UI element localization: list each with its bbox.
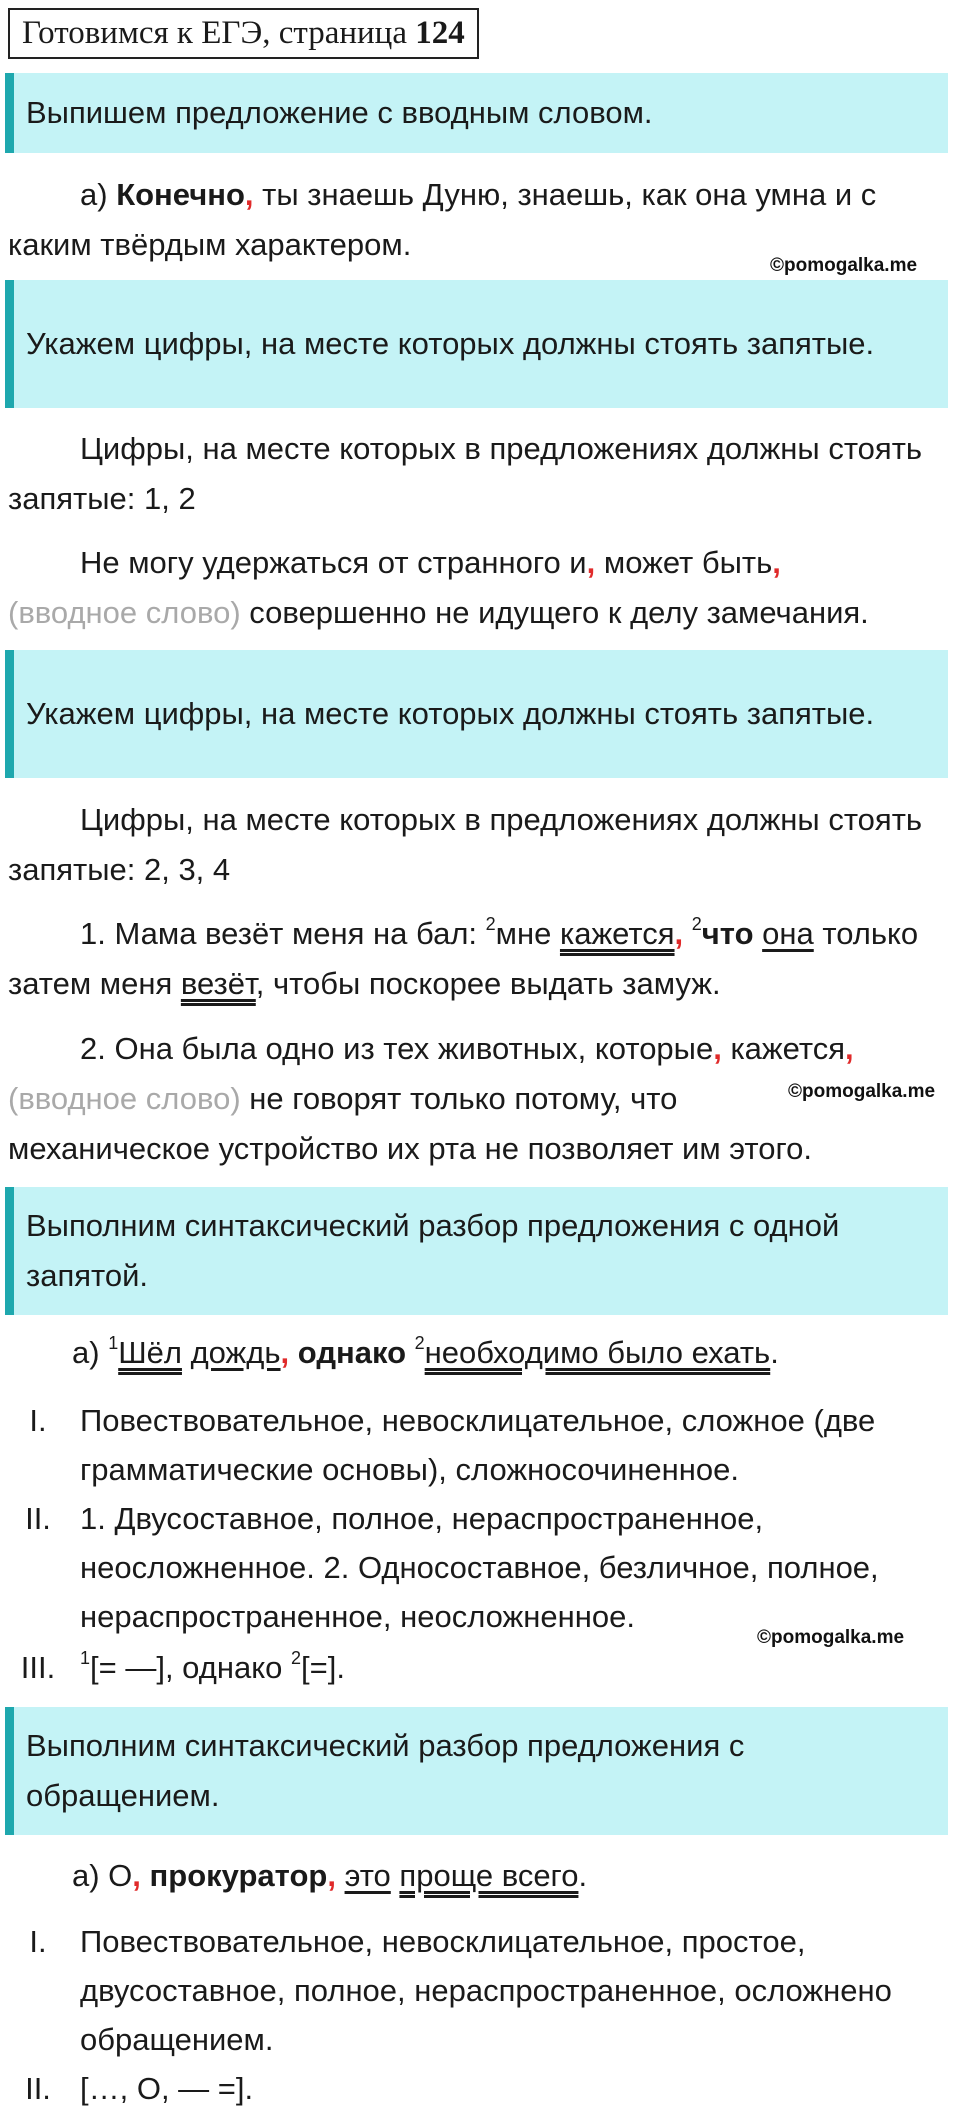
list-number: III. [20,1650,56,1685]
clause-index: 2 [691,914,702,934]
list-number: II. [25,1501,51,1536]
example-text: совершенно не идущего к делу замечания. [240,595,869,630]
item-prefix: а) О [72,1858,133,1893]
example-text: только затем меня [8,916,919,1001]
parse-sentence-1 [72,1328,952,1378]
example-text: может быть [595,545,773,580]
subject: дождь [190,1335,281,1370]
list-text: […, О, — =]. [80,2071,254,2106]
sentence-end: . [770,1335,779,1370]
example-text: 2. Она была одно из тех животных, которые [80,1031,714,1066]
list-text: Повествовательное, невосклицательное, простое, двусоставное, полное, нераспространенное, осложнено обращением. [80,1924,892,2057]
example-text [683,916,692,951]
example-text: Не могу удержаться от странного и [80,545,587,580]
task-banner-3 [5,650,948,778]
item-prefix: а) [72,1335,109,1370]
banner-text: Выполним синтаксический разбор предложения с обращением. [26,1728,745,1813]
list-item [8,1494,953,1641]
example-text: механическое устройство их рта не позволяет им этого. [8,1131,813,1166]
intro-word: Конечно [116,177,245,212]
clause-index: 2 [290,1648,301,1668]
example-1 [8,909,953,1009]
watermark: ©pomogalka.me [770,255,918,276]
list-number: II. [25,2071,51,2106]
parse-sentence-2 [72,1851,952,1901]
clause-index: 2 [485,914,496,934]
predicate: везёт [180,966,256,1001]
subject: она [762,916,814,951]
banner-text: Укажем цифры, на месте которых должны стоять запятые. [26,326,875,361]
predicate: Шёл [118,1335,182,1370]
sentence-end: . [578,1858,588,1893]
conjunction: что [701,916,754,951]
grey-note: (вводное слово) [8,595,241,630]
banner-text: Выполним синтаксический разбор предложения с одной запятой. [26,1208,840,1293]
address-word: прокуратор [149,1858,328,1893]
clause-index: 1 [80,1648,91,1668]
example-paragraph-2 [8,538,953,638]
task-banner-2 [5,280,948,408]
comma-mark: , [713,1031,722,1066]
sentence-text: ты знаешь Дуню, знаешь, как она умна и с каким твёрдым характером. [8,177,877,262]
comma-mark: , [244,177,254,212]
comma-mark: , [845,1031,854,1066]
predicate: необходимо было ехать [424,1335,771,1370]
list-text: 1. Двусоставное, полное, нераспространенное, неосложненное. 2. Односоставное, безличное, полное, нераспространенное, неосложненное. [80,1501,879,1634]
clause-index: 1 [108,1333,119,1353]
predicate: кажется [559,916,675,951]
list-number: I. [29,1403,47,1438]
item-prefix: а) [80,177,117,212]
comma-mark: , [327,1858,336,1893]
scheme-text: [=]. [300,1650,345,1685]
conjunction: однако [297,1335,407,1370]
task-banner-5 [5,1707,948,1835]
watermark: ©pomogalka.me [757,1627,905,1648]
watermark: ©pomogalka.me [788,1081,936,1102]
subject: это [344,1858,391,1893]
answer-paragraph-3: Цифры, на месте которых в предложениях должны стоять запятые: 2, 3, 4 [8,802,923,887]
example-text: 1. Мама везёт меня на бал: [80,916,486,951]
list-text: Повествовательное, невосклицательное, сложное (две грамматические основы), сложносочиненное. [80,1403,876,1487]
list-item [8,2064,953,2113]
page-title [8,8,479,59]
comma-mark: , [586,545,596,580]
comma-mark: , [772,545,781,580]
comma-mark: , [132,1858,141,1893]
title-text: Готовимся к ЕГЭ, страница [22,15,416,51]
example-text: кажется [721,1031,846,1066]
list-item [8,1396,953,1494]
answer-paragraph-2: Цифры, на месте которых в предложениях должны стоять запятые: 1, 2 [8,431,923,516]
banner-text: Выпишем предложение с вводным словом. [26,95,653,130]
list-number: I. [29,1924,47,1959]
predicate: проще всего [399,1858,579,1893]
list-item [8,1917,953,2064]
comma-mark: , [280,1335,290,1370]
scheme-text: [= —], однако [90,1650,291,1685]
page-number: 124 [415,15,465,51]
banner-text: Укажем цифры, на месте которых должны стоять запятые. [26,696,875,731]
task-banner-1 [5,73,948,153]
example-text: мне [495,916,560,951]
comma-mark: , [674,916,684,951]
example-text [754,916,763,951]
list-item [8,1643,953,1692]
clause-index: 2 [414,1333,425,1353]
list-text [80,1643,953,1692]
task-banner-4 [5,1187,948,1315]
grey-note: (вводное слово) [8,1081,241,1116]
example-text: не говорят только потому, что [240,1081,678,1116]
example-text: , чтобы поскорее выдать замуж. [255,966,721,1001]
